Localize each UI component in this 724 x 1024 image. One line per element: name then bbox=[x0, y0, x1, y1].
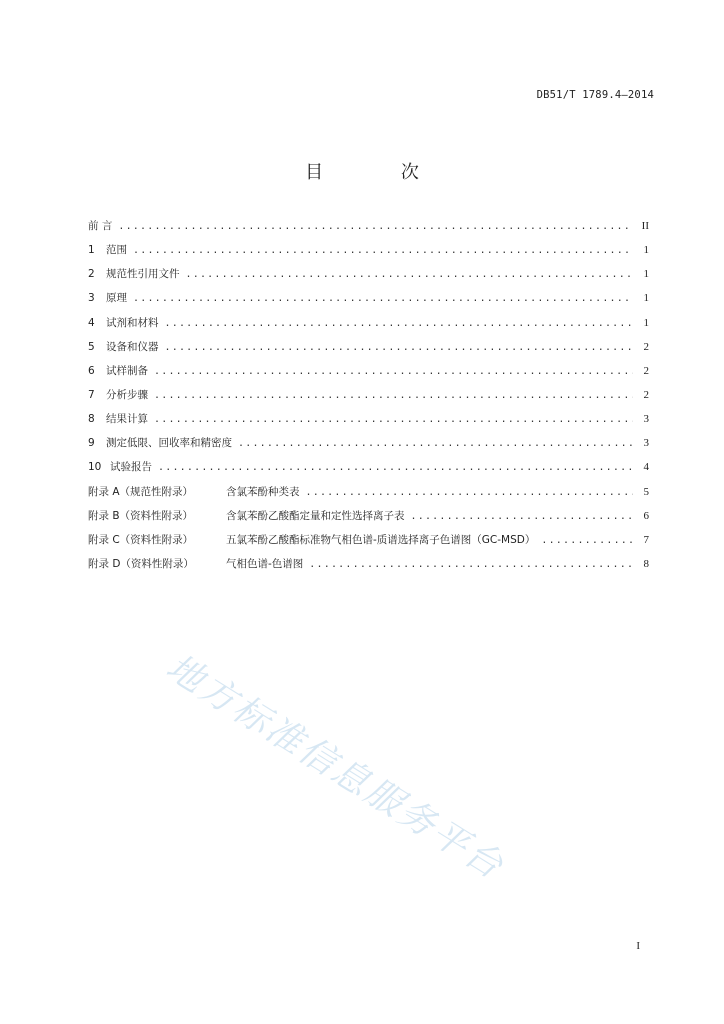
toc-leader bbox=[165, 318, 634, 329]
toc-item-1[interactable] bbox=[88, 242, 649, 266]
toc-item-number: 10 bbox=[88, 461, 102, 474]
toc-leader bbox=[133, 293, 633, 304]
toc-leader bbox=[238, 438, 633, 449]
toc-item-4[interactable] bbox=[88, 315, 649, 339]
appendix-prefix: 附录 D（资料性附录） bbox=[88, 557, 194, 570]
toc-item-page: 2 bbox=[643, 388, 649, 401]
toc-item-label: 范围 bbox=[106, 244, 127, 257]
toc-leader bbox=[158, 462, 633, 473]
toc-item-page: 5 bbox=[643, 485, 649, 498]
toc-item-page: 3 bbox=[643, 413, 649, 426]
toc-appendix-a[interactable] bbox=[88, 484, 649, 508]
appendix-label: 五氯苯酚乙酸酯标准物气相色谱-质谱选择离子色谱图（GC-MSD） bbox=[226, 533, 536, 546]
toc-item-5[interactable] bbox=[88, 339, 649, 363]
page-number: I bbox=[636, 940, 640, 952]
toc-item-page: 1 bbox=[643, 268, 649, 281]
toc-item-number: 8 bbox=[88, 413, 95, 426]
table-of-contents bbox=[88, 218, 649, 580]
appendix-label: 含氯苯酚乙酸酯定量和定性选择离子表 bbox=[226, 509, 405, 522]
toc-leader bbox=[541, 535, 633, 546]
toc-item-page: 7 bbox=[643, 533, 649, 546]
toc-item-page: 8 bbox=[643, 557, 649, 570]
toc-item-label: 原理 bbox=[106, 292, 127, 305]
toc-leader bbox=[165, 342, 634, 353]
toc-item-number: 4 bbox=[88, 316, 95, 329]
watermark-text: 地方标准信息服务平台 bbox=[159, 646, 512, 889]
toc-leader bbox=[118, 221, 633, 232]
toc-leader bbox=[154, 366, 633, 377]
toc-item-foreword[interactable] bbox=[88, 218, 649, 242]
toc-item-page: II bbox=[641, 220, 649, 232]
toc-leader bbox=[186, 269, 634, 280]
toc-item-number: 6 bbox=[88, 364, 95, 377]
toc-item-label: 前 言 bbox=[88, 220, 113, 232]
toc-item-page: 2 bbox=[643, 364, 649, 377]
toc-item-6[interactable] bbox=[88, 363, 649, 387]
toc-item-9[interactable] bbox=[88, 435, 649, 459]
toc-item-page: 3 bbox=[643, 437, 649, 450]
appendix-prefix: 附录 A（规范性附录） bbox=[88, 485, 194, 498]
toc-item-label: 规范性引用文件 bbox=[106, 268, 180, 281]
toc-leader bbox=[306, 487, 634, 498]
toc-appendix-b[interactable] bbox=[88, 508, 649, 532]
toc-item-2[interactable] bbox=[88, 266, 649, 290]
toc-item-page: 6 bbox=[643, 509, 649, 522]
toc-item-page: 1 bbox=[643, 292, 649, 305]
toc-item-8[interactable] bbox=[88, 411, 649, 435]
toc-item-3[interactable] bbox=[88, 290, 649, 314]
toc-leader bbox=[154, 390, 633, 401]
toc-item-page: 1 bbox=[643, 244, 649, 257]
toc-item-label: 结果计算 bbox=[106, 413, 148, 426]
page-title: 目 次 bbox=[305, 162, 455, 183]
toc-item-label: 试验报告 bbox=[110, 461, 152, 474]
toc-item-page: 4 bbox=[643, 461, 649, 474]
appendix-label: 含氯苯酚种类表 bbox=[226, 485, 300, 498]
toc-item-10[interactable] bbox=[88, 459, 649, 483]
toc-item-number: 1 bbox=[88, 244, 95, 257]
toc-item-label: 试样制备 bbox=[106, 364, 148, 377]
toc-leader bbox=[133, 245, 633, 256]
toc-leader bbox=[411, 511, 634, 522]
appendix-label: 气相色谱-色谱图 bbox=[226, 557, 304, 570]
toc-item-number: 3 bbox=[88, 292, 95, 305]
toc-item-label: 设备和仪器 bbox=[106, 340, 159, 353]
appendix-prefix: 附录 B（资料性附录） bbox=[88, 509, 194, 522]
toc-item-label: 测定低限、回收率和精密度 bbox=[106, 437, 232, 450]
toc-item-label: 分析步骤 bbox=[106, 388, 148, 401]
toc-item-number: 7 bbox=[88, 388, 95, 401]
toc-item-page: 1 bbox=[643, 316, 649, 329]
toc-leader bbox=[309, 559, 633, 570]
toc-appendix-c[interactable] bbox=[88, 532, 649, 556]
toc-item-page: 2 bbox=[643, 340, 649, 353]
toc-item-number: 2 bbox=[88, 268, 95, 281]
standard-code: DB51/T 1789.4—2014 bbox=[536, 89, 654, 101]
appendix-prefix: 附录 C（资料性附录） bbox=[88, 533, 194, 546]
toc-item-7[interactable] bbox=[88, 387, 649, 411]
toc-item-number: 9 bbox=[88, 437, 95, 450]
toc-leader bbox=[154, 414, 633, 425]
toc-item-number: 5 bbox=[88, 340, 95, 353]
toc-appendix-d[interactable] bbox=[88, 556, 649, 580]
toc-item-label: 试剂和材料 bbox=[106, 316, 159, 329]
